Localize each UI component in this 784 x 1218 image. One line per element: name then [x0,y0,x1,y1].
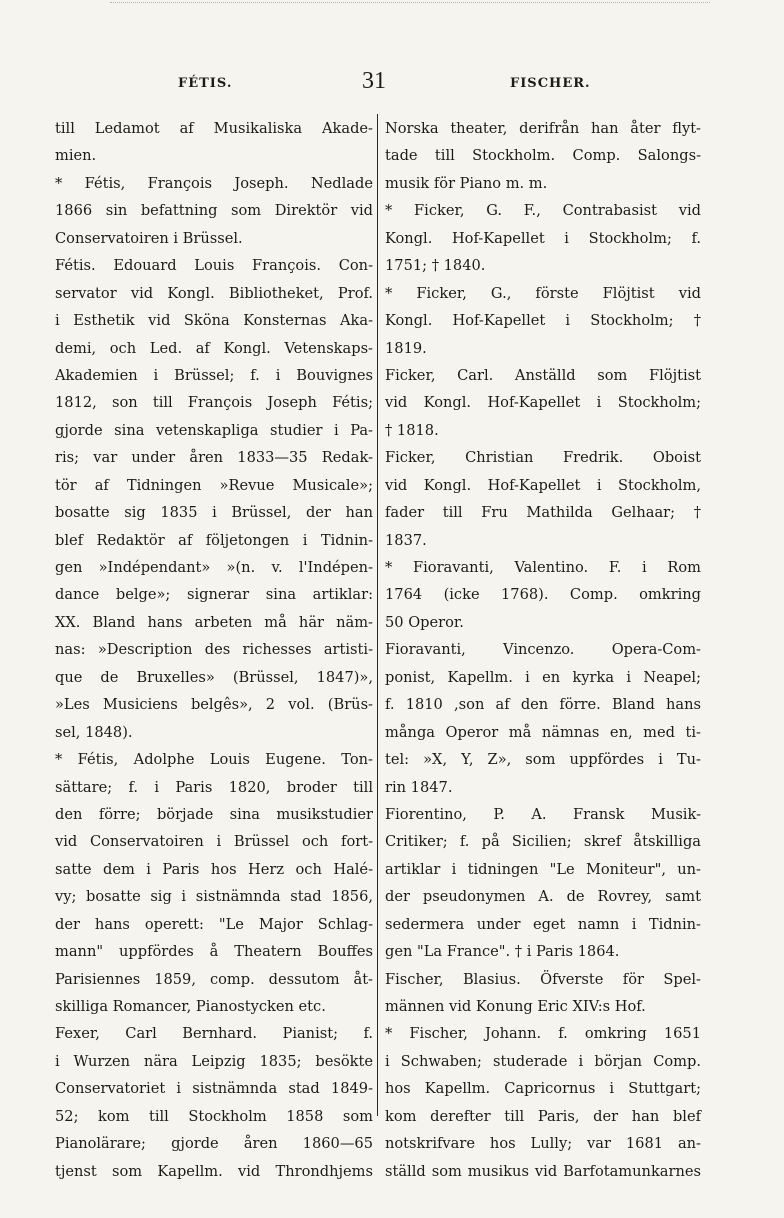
text-line: Kongl. Hof-Kapellet i Stockholm; † [385,312,701,330]
text-line: * Fischer, Johann. f. omkring 1651 [385,1025,701,1043]
text-line: gjorde sina vetenskapliga studier i Pa- [55,421,373,439]
text-line: vid Kongl. Hof-Kapellet i Stockholm; [385,394,701,412]
text-line: musik för Piano m. m. [385,174,548,192]
text-line: Ficker, Christian Fredrik. Oboist [385,449,701,467]
text-line: Fexer, Carl Bernhard. Pianist; f. [55,1025,373,1043]
text-line: i Wurzen nära Leipzig 1835; besökte [55,1052,373,1070]
text-line: tel: »X, Y, Z», som uppfördes i Tu- [385,751,701,769]
text-line: hos Kapellm. Capricornus i Stuttgart; [385,1080,701,1098]
text-line: 50 Operor. [385,613,464,631]
text-line: * Ficker, G. F., Contrabasist vid [385,202,701,220]
text-line: XX. Bland hans arbeten må här näm- [55,613,373,631]
text-line: * Fétis, Adolphe Louis Eugene. Ton- [55,751,373,769]
text-line: mien. [55,147,97,165]
text-line: satte dem i Paris hos Herz och Halé- [55,860,373,878]
text-line: 1819. [385,339,427,357]
text-line: dance belge»; signerar sina artiklar: [55,586,373,604]
text-line: Kongl. Hof-Kapellet i Stockholm; f. [385,229,701,247]
text-line: * Fétis, François Joseph. Nedlade [55,174,373,192]
text-line: der pseudonymen A. de Rovrey, samt [385,888,701,906]
text-line: ponist, Kapellm. i en kyrka i Neapel; [385,668,701,686]
text-line: artiklar i tidningen "Le Moniteur", un- [385,860,701,878]
right-column [385,115,701,1185]
text-line: tör af Tidningen »Revue Musicale»; [55,476,373,494]
text-line: »Les Musiciens belgês», 2 vol. (Brüs- [55,696,373,714]
text-line: * Fioravanti, Valentino. F. i Rom [385,559,701,576]
running-header [0,68,784,106]
text-line: Ficker, Carl. Anställd som Flöjtist [385,366,701,384]
text-line: nas: »Description des richesses artisti- [55,641,373,659]
text-line: tade till Stockholm. Comp. Salongs- [385,147,701,165]
text-line: blef Redaktör af följetongen i Tidnin- [55,531,373,549]
text-line: 1837. [385,531,427,549]
text-line: Fiorentino, P. A. Fransk Musik- [385,805,701,823]
text-line: que de Bruxelles» (Brüssel, 1847)», [55,668,373,686]
text-line: 1866 sin befattning som Direktör vid [55,202,373,220]
text-line: i Esthetik vid Sköna Konsternas Aka- [55,312,373,330]
top-edge-rule [110,2,710,4]
text-line: mann" uppfördes å Theatern Bouffes [55,943,373,961]
text-line: 1812, son till François Joseph Fétis; [55,394,373,412]
text-line: Pianolärare; gjorde åren 1860—65 [55,1135,373,1153]
text-line: ris; var under åren 1833—35 Redak- [55,449,373,467]
text-line: Critiker; f. på Sicilien; skref åtskilliga [385,833,701,851]
page-number: 31 [362,68,386,94]
text-line: rin 1847. [385,778,453,796]
text-line: sel, 1848). [55,723,133,741]
text-line: 1764 (icke 1768). Comp. omkring [385,586,701,604]
header-right-entry: FISCHER. [510,76,591,91]
text-line: Parisiennes 1859, comp. dessutom åt- [55,970,373,988]
text-line: den förre; började sina musikstudier [55,805,373,823]
text-line: Conservatoriet i sistnämnda stad 1849- [55,1080,373,1098]
text-line: sättare; f. i Paris 1820, broder till [55,778,373,796]
text-line: i Schwaben; studerade i början Comp. [385,1052,701,1070]
text-line: fader till Fru Mathilda Gelhaar; † [385,504,701,522]
text-line: sedermera under eget namn i Tidnin- [385,915,701,933]
text-line: gen »Indépendant» »(n. v. l'Indépen- [55,559,373,576]
text-line: männen vid Konung Eric XIV:s Hof. [385,998,646,1015]
text-line: vid Conservatoiren i Brüssel och fort- [55,833,373,851]
text-line: demi, och Led. af Kongl. Vetenskaps- [55,339,373,357]
text-line: många Operor må nämnas en, med ti- [385,723,701,741]
header-left-entry: FÉTIS. [178,76,233,91]
text-line: skilliga Romancer, Pianostycken etc. [55,998,326,1015]
text-line: Fischer, Blasius. Öfverste för Spel- [385,970,701,988]
text-line: Fétis. Edouard Louis François. Con- [55,257,373,275]
text-line: der hans operett: "Le Major Schlag- [55,915,373,933]
text-line: f. 1810 ,son af den förre. Bland hans [385,696,701,714]
text-line: notskrifvare hos Lully; var 1681 an- [385,1135,701,1153]
text-line: bosatte sig 1835 i Brüssel, der han [55,504,373,522]
text-line: Norska theater, derifrån han åter flyt- [385,120,701,137]
text-line: Conservatoiren i Brüssel. [55,229,243,247]
text-line: kom derefter till Paris, der han blef [385,1107,701,1125]
text-line: vy; bosatte sig i sistnämnda stad 1856, [55,888,373,906]
text-line: ställd som musikus vid Barfotamunkarnes [385,1162,701,1180]
text-line: * Ficker, G., förste Flöjtist vid [385,284,701,302]
text-line: gen "La France". † i Paris 1864. [385,943,620,961]
text-line: tjenst som Kapellm. vid Throndhjems [55,1162,373,1180]
text-line: vid Kongl. Hof-Kapellet i Stockholm, [385,476,701,494]
left-column [55,115,373,1185]
text-line: Akademien i Brüssel; f. i Bouvignes [55,366,373,384]
text-line: † 1818. [385,421,439,439]
text-line: 1751; † 1840. [385,257,486,275]
text-line: Fioravanti, Vincenzo. Opera-Com- [385,641,701,659]
text-line: till Ledamot af Musikaliska Akade- [55,120,373,137]
text-line: 52; kom till Stockholm 1858 som [55,1107,373,1125]
column-divider [377,114,378,1116]
text-line: servator vid Kongl. Bibliotheket, Prof. [55,284,373,302]
